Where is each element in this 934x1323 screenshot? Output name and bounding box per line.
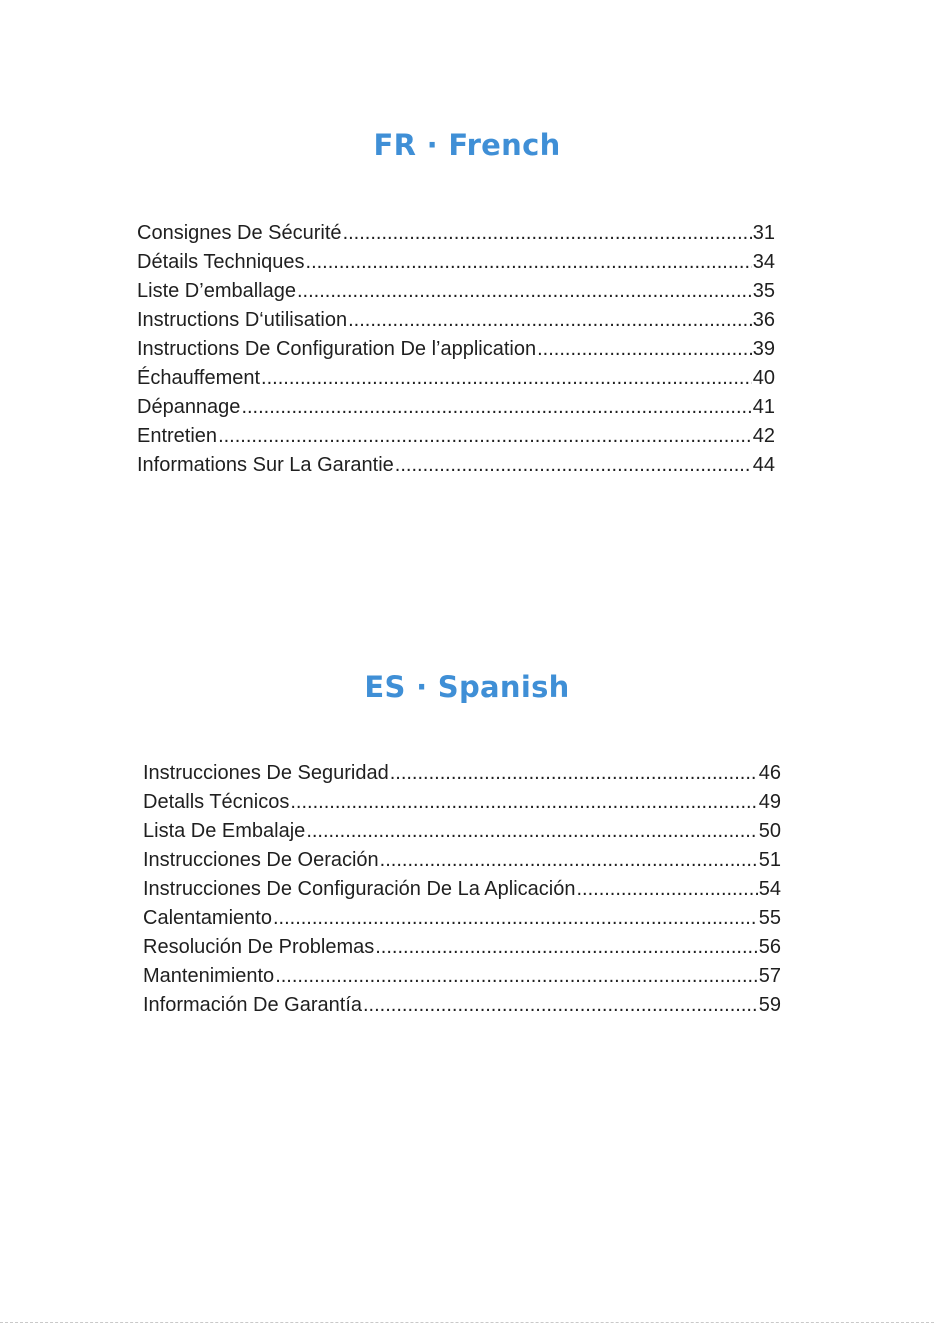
toc-list-spanish (143, 759, 781, 1020)
toc-entry-label: Informations Sur La Garantie (137, 454, 394, 476)
dot-leader (306, 248, 752, 277)
toc-entry[interactable] (143, 904, 781, 933)
dot-leader (348, 306, 752, 335)
toc-entry-label: Liste D’emballage (137, 280, 296, 302)
section-title-french: FR · French (373, 128, 561, 162)
toc-entry-label: Instrucciones De Configuración De La Aplicación (143, 878, 576, 900)
toc-entry[interactable] (143, 875, 781, 904)
toc-entry-page: 40 (752, 367, 775, 389)
toc-entry-page: 56 (758, 936, 781, 958)
toc-entry[interactable] (143, 991, 781, 1020)
toc-entry-label: Consignes De Sécurité (137, 222, 342, 244)
dot-leader (261, 364, 752, 393)
dot-leader (363, 991, 758, 1020)
toc-entry-label: Instructions De Configuration De l’application (137, 338, 537, 360)
toc-entry-label: Dépannage (137, 396, 241, 418)
dot-leader (241, 393, 751, 422)
dot-leader (390, 759, 758, 788)
toc-entry[interactable] (137, 364, 775, 393)
dot-leader (275, 962, 758, 991)
toc-entry-label: Mantenimiento (143, 965, 275, 987)
dot-leader (273, 904, 758, 933)
dot-leader (218, 422, 752, 451)
dot-leader (375, 933, 758, 962)
dot-leader (290, 788, 757, 817)
toc-entry-label: Instructions D‘utilisation (137, 309, 348, 331)
toc-entry[interactable] (137, 306, 775, 335)
dot-leader (576, 875, 757, 904)
toc-entry[interactable] (137, 277, 775, 306)
toc-entry-page: 41 (752, 396, 775, 418)
toc-entry[interactable] (143, 788, 781, 817)
toc-entry-label: Calentamiento (143, 907, 272, 929)
toc-entry-label: Instrucciones De Seguridad (143, 762, 389, 784)
toc-entry-page: 50 (758, 820, 781, 842)
dot-leader (395, 451, 752, 480)
toc-entry-page: 34 (752, 251, 775, 273)
toc-entry-page: 31 (752, 222, 775, 244)
toc-entry-page: 57 (758, 965, 781, 987)
toc-entry[interactable] (137, 248, 775, 277)
toc-entry-page: 51 (758, 849, 781, 871)
section-title-spanish: ES · Spanish (364, 670, 570, 704)
toc-entry-label: Detalls Técnicos (143, 791, 290, 813)
toc-entry-label: Instrucciones De Oeración (143, 849, 379, 871)
toc-entry-label: Información De Garantía (143, 994, 362, 1016)
toc-entry[interactable] (143, 817, 781, 846)
toc-entry-page: 35 (752, 280, 775, 302)
toc-entry-page: 39 (752, 338, 775, 360)
toc-entry[interactable] (143, 962, 781, 991)
toc-entry[interactable] (137, 451, 775, 480)
toc-entry[interactable] (137, 219, 775, 248)
dot-leader (537, 335, 752, 364)
toc-entry-page: 36 (752, 309, 775, 331)
toc-entry-label: Détails Techniques (137, 251, 305, 273)
dot-leader (343, 219, 752, 248)
toc-entry[interactable] (137, 393, 775, 422)
toc-entry-page: 59 (758, 994, 781, 1016)
toc-entry-page: 54 (758, 878, 781, 900)
toc-entry-label: Resolución De Problemas (143, 936, 375, 958)
toc-entry[interactable] (137, 422, 775, 451)
toc-entry-page: 44 (752, 454, 775, 476)
toc-entry-page: 46 (758, 762, 781, 784)
toc-entry-label: Échauffement (137, 367, 261, 389)
toc-entry-label: Lista De Embalaje (143, 820, 306, 842)
toc-list-french (137, 219, 775, 480)
dot-leader (297, 277, 752, 306)
toc-entry[interactable] (143, 933, 781, 962)
toc-entry-page: 42 (752, 425, 775, 447)
toc-entry[interactable] (143, 846, 781, 875)
toc-entry-page: 55 (758, 907, 781, 929)
toc-entry[interactable] (143, 759, 781, 788)
dot-leader (380, 846, 758, 875)
dot-leader (306, 817, 757, 846)
toc-entry[interactable] (137, 335, 775, 364)
toc-entry-page: 49 (758, 791, 781, 813)
toc-entry-label: Entretien (137, 425, 218, 447)
